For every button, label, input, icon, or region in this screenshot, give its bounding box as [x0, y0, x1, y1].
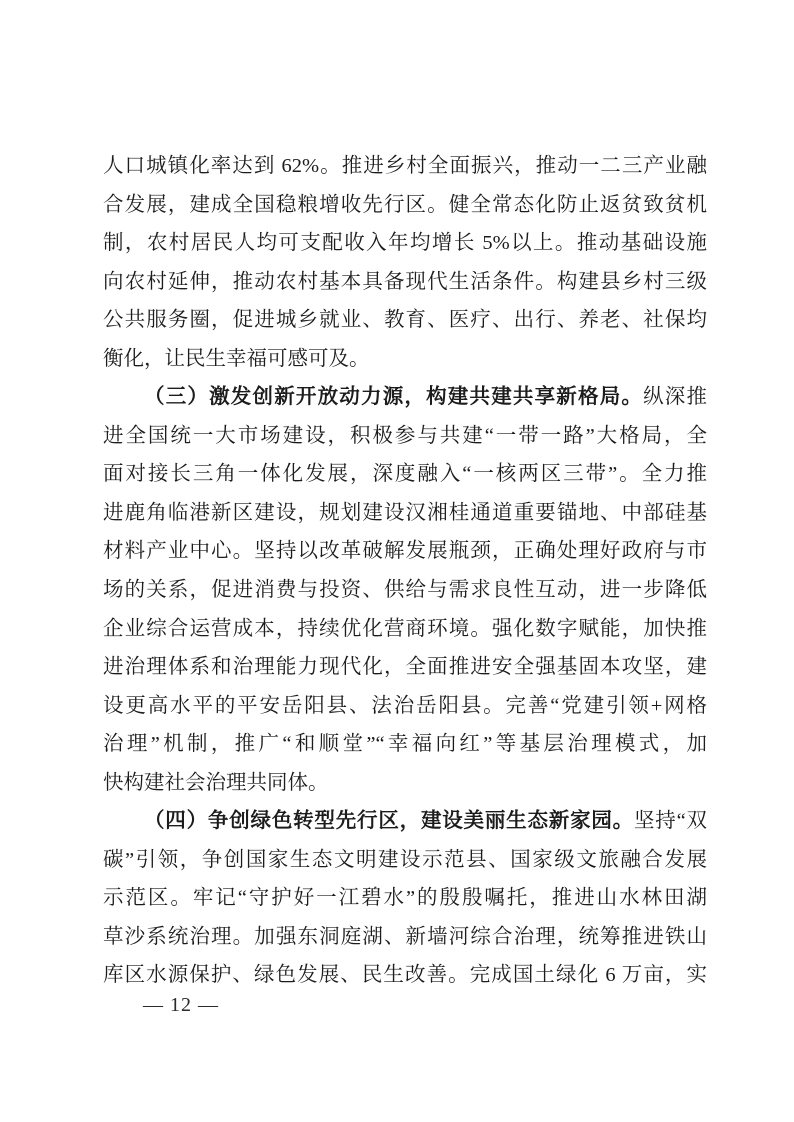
line-text: 制，农村居民人均可支配收入年均增长 5%以上。推动基础设施 [103, 232, 707, 255]
line-text: 快构建社会治理共同体。 [103, 771, 329, 794]
line-text: 场的关系，促进消费与投资、供给与需求良性互动，进一步降低 [103, 579, 707, 602]
line-text: 纵深推 [643, 386, 707, 409]
line-text: 公共服务圈，促进城乡就业、教育、医疗、出行、养老、社保均 [103, 309, 707, 332]
text-line [103, 494, 707, 533]
line-text: 草沙系统治理。加强东洞庭湖、新墙河综合治理，统筹推进铁山 [103, 925, 707, 948]
line-text: 库区水源保护、绿色发展、民生改善。完成国土绿化 6 万亩，实 [103, 964, 707, 987]
text-line [103, 263, 707, 302]
text-line [103, 147, 707, 186]
line-text: 进治理体系和治理能力现代化，全面推进安全强基固本攻坚，建 [103, 656, 707, 679]
line-text: 进全国统一大市场建设，积极参与共建“一带一路”大格局，全 [103, 424, 707, 447]
text-line [103, 186, 707, 225]
text-line [103, 956, 707, 995]
text-line [103, 340, 707, 379]
line-text: 人口城镇化率达到 62%。推进乡村全面振兴，推动一二三产业融 [103, 155, 707, 177]
text-line [103, 764, 707, 803]
line-text: 材料产业中心。坚持以改革破解发展瓶颈，正确处理好政府与市 [103, 540, 707, 563]
line-text: 合发展，建成全国稳粮增收先行区。健全常态化防止返贫致贫机 [103, 193, 707, 216]
line-text: 碳”引领，争创国家生态文明建设示范县、国家级文旅融合发展 [103, 848, 707, 871]
text-line [103, 571, 707, 610]
text-line [103, 532, 707, 571]
line-text: 坚持“双 [633, 810, 707, 833]
text-line [103, 918, 707, 957]
text-line [103, 879, 707, 918]
text-line [103, 725, 707, 764]
line-text: 设更高水平的平安岳阳县、法治岳阳县。完善“党建引领+网格 [103, 694, 707, 717]
line-text: 进鹿角临港新区建设，规划建设汉湘桂通道重要锚地、中部硅基 [103, 501, 707, 524]
text-line [103, 610, 707, 649]
text-line [103, 301, 707, 340]
text-line [103, 802, 707, 841]
section-heading-4: （四）争创绿色转型先行区，建设美丽生态新家园。 [144, 810, 634, 833]
text-line [103, 417, 707, 456]
text-line [103, 224, 707, 263]
text-line [103, 455, 707, 494]
line-text: 企业综合运营成本，持续优化营商环境。强化数字赋能，加快推 [103, 617, 707, 640]
line-text: 向农村延伸，推动农村基本具备现代生活条件。构建县乡村三级 [103, 270, 707, 293]
text-line [103, 648, 707, 687]
line-text: 治理”机制，推广“和顺堂”“幸福向红”等基层治理模式，加 [103, 733, 707, 756]
line-text: 面对接长三角一体化发展，深度融入“一核两区三带”。全力推 [103, 463, 707, 486]
line-text: 示范区。牢记“守护好一江碧水”的殷殷嘱托，推进山水林田湖 [103, 887, 707, 910]
text-line [103, 841, 707, 880]
line-text: 衡化，让民生幸福可感可及。 [103, 347, 370, 370]
text-line [103, 378, 707, 417]
document-body [103, 147, 707, 995]
text-line [103, 687, 707, 726]
page-number: — 12 — [143, 994, 219, 1016]
section-heading-3: （三）激发创新开放动力源，构建共建共享新格局。 [144, 386, 644, 409]
